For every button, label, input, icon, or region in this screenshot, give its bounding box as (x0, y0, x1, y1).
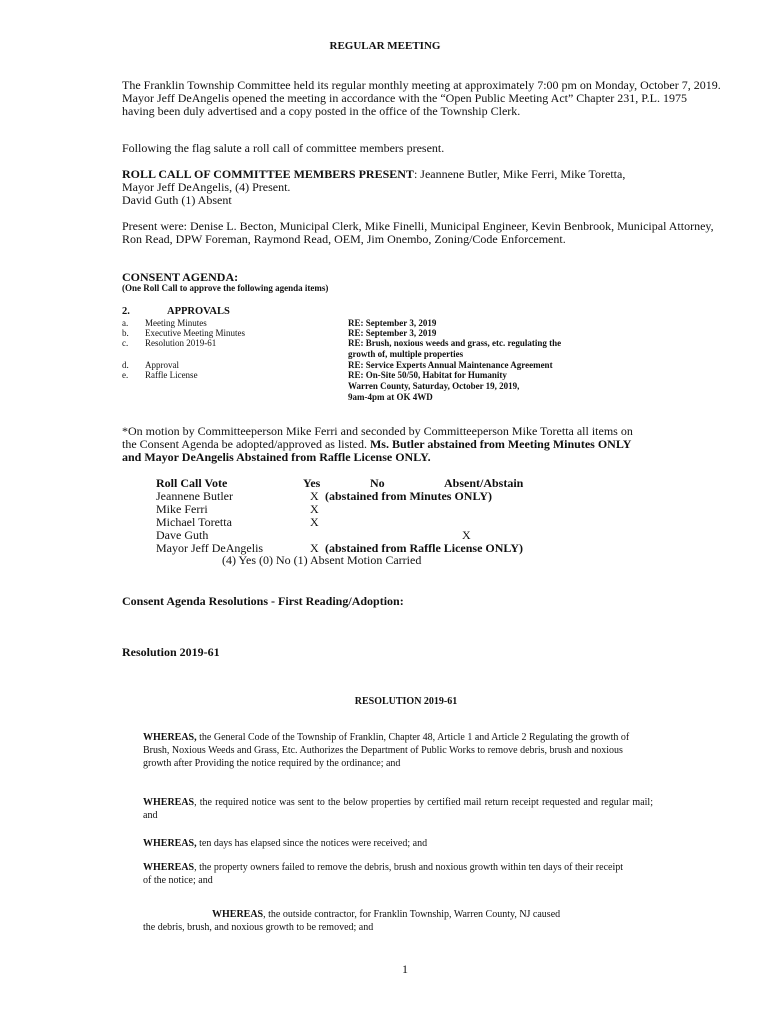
vote-header-yes: Yes (303, 476, 321, 490)
whereas-text: the General Code of the Township of Franklin, Chapter 48, Article 1 and Article 2 Regulating the growth of Brush, Noxious Weeds and Grass, Etc. Authorizes the Department of Public Works to remove debris, brush and noxious growth after Providing the notice required by the ordinance; and (143, 732, 630, 769)
whereas-clause: WHEREAS, the General Code of the Township of Franklin, Chapter 48, Article 1 and Article 2 Regulating the growth of Brush, Noxious Weeds and Grass, Etc. Authorizes the Department of Public Works to remove debris, brush and noxious growth after Providing the notice required by the ordinance; and (143, 732, 630, 769)
agenda-item-letter: c. (122, 338, 129, 348)
agenda-item-re: RE: September 3, 2019 (348, 328, 437, 338)
agenda-item-re: RE: September 3, 2019 (348, 318, 437, 328)
vote-yes-mark: X (310, 502, 319, 516)
agenda-item-label: Meeting Minutes (145, 318, 207, 328)
whereas-text: the outside contractor, for Franklin Township, Warren County, NJ caused (268, 909, 561, 920)
agenda-item-re: RE: Brush, noxious weeds and grass, etc. regulating the (348, 338, 562, 348)
whereas-clause: WHEREAS, the required notice was sent to the below properties by certified mail return receipt requested and regular mail; and (143, 797, 653, 821)
agenda-item-re: RE: On-Site 50/50, Habitat for Humanity (348, 370, 507, 380)
roll-call-present: Mayor Jeff DeAngelis, (4) Present. (122, 180, 291, 194)
vote-member-name: Mike Ferri (156, 502, 208, 516)
consent-agenda-heading: CONSENT AGENDA: (122, 270, 239, 284)
vote-header-no: No (370, 476, 385, 490)
whereas-text: ten days has elapsed since the notices were received; and (199, 838, 428, 849)
whereas-keyword: WHEREAS (143, 862, 195, 873)
motion-line: *On motion by Committeeperson Mike Ferri and seconded by Committeeperson Mike Toretta all items on (122, 424, 633, 438)
consent-resolutions-heading: Consent Agenda Resolutions - First Reading/Adoption: (122, 594, 404, 608)
motion-paragraph (122, 425, 722, 464)
whereas-clause: WHEREAS, ten days has elapsed since the notices were received; and (143, 838, 428, 849)
agenda-item-letter: d. (122, 360, 129, 370)
agenda-item-letter: a. (122, 318, 129, 328)
approvals-heading: APPROVALS (167, 306, 230, 317)
whereas-text: the required notice was sent to the below properties by certified mail return receipt requested and regular mail; and (143, 797, 653, 821)
vote-note: (abstained from Raffle License ONLY) (325, 541, 523, 555)
agenda-item-label: Raffle License (145, 370, 198, 380)
agenda-item-label: Approval (145, 360, 179, 370)
consent-agenda-subheading: (One Roll Call to approve the following agenda items) (122, 283, 329, 293)
whereas-keyword: WHEREAS (143, 797, 195, 808)
motion-line: the Consent Agenda be adopted/approved as listed. (122, 437, 370, 451)
vote-header-absent: Absent/Abstain (444, 476, 524, 490)
vote-member-name: Michael Toretta (156, 515, 232, 529)
whereas-text: the property owners failed to remove the debris, brush and noxious growth within ten days of their receipt of the notice; and (143, 862, 624, 886)
resolution-title: RESOLUTION 2019-61 (354, 696, 458, 707)
page-title: REGULAR MEETING (329, 40, 441, 52)
flag-salute-paragraph: Following the flag salute a roll call of committee members present. (122, 141, 445, 155)
resolution-label: Resolution 2019-61 (122, 645, 220, 659)
vote-absent-mark: X (462, 528, 471, 542)
agenda-item-label: Executive Meeting Minutes (145, 328, 245, 338)
vote-note: (abstained from Minutes ONLY) (325, 489, 493, 503)
roll-call-heading: ROLL CALL OF COMMITTEE MEMBERS PRESENT (122, 167, 414, 181)
agenda-item-label: Resolution 2019-61 (145, 338, 217, 348)
whereas-keyword: WHEREAS (143, 732, 195, 743)
agenda-item-re-continued: Warren County, Saturday, October 19, 2019, (348, 381, 520, 391)
vote-member-name: Jeannene Butler (156, 489, 233, 503)
agenda-item-re-continued: growth of, multiple properties (348, 349, 464, 359)
motion-abstain-note: and Mayor DeAngelis Abstained from Raffle License ONLY. (122, 450, 431, 464)
vote-summary: (4) Yes (0) No (1) Absent Motion Carried (222, 553, 422, 567)
vote-yes-mark: X (310, 541, 319, 555)
agenda-item-letter: e. (122, 370, 129, 380)
intro-paragraph: The Franklin Township Committee held its regular monthly meeting at approximately 7:00 pm on Monday, October 7, 2019. Mayor Jeff DeAngelis opened the meeting in accordance with the “Open Public Meeting Act” Chapter 231, P.L. 1975 having been duly advertised and a copy posted in the office of the Township Clerk. (122, 78, 721, 118)
agenda-item-re-continued: 9am-4pm at OK 4WD (348, 392, 433, 402)
agenda-item-letter: b. (122, 328, 129, 338)
motion-abstain-note: Ms. Butler abstained from Meeting Minutes ONLY (369, 437, 632, 451)
roll-call-absent: David Guth (1) Absent (122, 193, 232, 207)
approvals-number: 2. (122, 306, 130, 317)
whereas-clause: WHEREAS, the outside contractor, for Franklin Township, Warren County, NJ caused (212, 909, 561, 920)
vote-yes-mark: X (310, 515, 319, 529)
vote-yes-mark: X (310, 489, 319, 503)
roll-call-members: : Jeannene Butler, Mike Ferri, Mike Toretta, (413, 167, 626, 181)
present-paragraph: Present were: Denise L. Becton, Municipal Clerk, Mike Finelli, Municipal Engineer, Kevin Benbrook, Municipal Attorney, Ron Read, DPW Foreman, Raymond Read, OEM, Jim Onembo, Zoning/Code Enforcement. (122, 219, 714, 246)
page-number: 1 (402, 962, 408, 976)
whereas-text-continued: the debris, brush, and noxious growth to be removed; and (143, 922, 374, 933)
agenda-item-re: RE: Service Experts Annual Maintenance Agreement (348, 360, 553, 370)
whereas-keyword: WHEREAS (143, 838, 195, 849)
whereas-clause: WHEREAS, the property owners failed to remove the debris, brush and noxious growth within ten days of their receipt of the notice; and (143, 862, 624, 886)
vote-member-name: Mayor Jeff DeAngelis (156, 541, 264, 555)
roll-call-section (122, 168, 722, 207)
vote-header-name: Roll Call Vote (156, 476, 228, 490)
vote-member-name: Dave Guth (156, 528, 209, 542)
whereas-keyword: WHEREAS (212, 909, 264, 920)
